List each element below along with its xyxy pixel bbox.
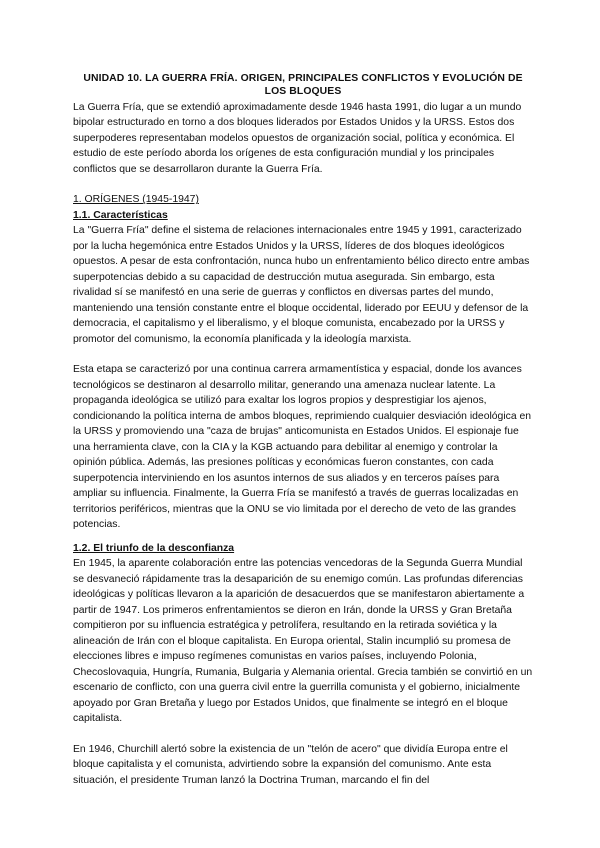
subsection-heading-desconfianza: 1.2. El triunfo de la desconfianza [73,542,235,554]
subsection-heading-caracteristicas: 1.1. Características [73,209,168,221]
spacer [73,727,533,742]
document-title: UNIDAD 10. LA GUERRA FRÍA. ORIGEN, PRINCIPALES CONFLICTOS Y EVOLUCIÓN DE LOS BLOQUES [83,73,523,98]
document-page [73,72,533,788]
spacer [73,533,533,541]
intro-paragraph: La Guerra Fría, que se extendió aproximadamente desde 1946 hasta 1991, dio lugar a un mundo bipolar estructurado en torno a dos bloques liderados por Estados Unidos y la URSS. Estos dos superpoderes representaban modelos opuestos de organización social, política y económica. El estudio de este período aborda los orígenes de esta configuración mundial y los principales conflictos que se desarrollaron durante la Guerra Fría. [73,101,522,175]
paragraph-desconfianza-1: En 1945, la aparente colaboración entre las potencias vencedoras de la Segunda Guerra Mundial se desvaneció rápidamente tras la desaparición de su enemigo común. Las profundas diferencias ideológicas y políticas llevaron a la aparición de desacuerdos que se manifestaron abiertamente a partir de 1947. Los primeros enfrentamientos se dieron en Irán, donde la URSS y Gran Bretaña compitieron por su influencia estratégica y petrolífera, resultando en la retirada soviética y la alineación de Irán con el bloque capitalista. En Europa oriental, Stalin incumplió su promesa de elecciones libres e impuso regímenes comunistas en varios países, incluyendo Polonia, Checoslovaquia, Hungría, Rumania, Bulgaria y Alemania oriental. Grecia también se convirtió en un escenario de conflicto, con una guerra civil entre la guerrilla comunista y el gobierno, inicialmente apoyado por Gran Bretaña y luego por Estados Unidos, que finalmente se integró en el bloque capitalista. [73,558,533,725]
spacer [73,177,533,192]
paragraph-caracteristicas-1: La "Guerra Fría" define el sistema de relaciones internacionales entre 1945 y 1991, caracterizado por la lucha hegemónica entre Estados Unidos y la URSS, líderes de dos bloques ideológicos opuestos. A pesar de esta confrontación, nunca hubo un enfrentamiento bélico directo entre ambas superpotencias debido a su capacidad de destrucción mutua asegurada. Sin embargo, esta rivalidad sí se manifestó en una serie de guerras y conflictos en diversas partes del mundo, manteniendo una tensión constante entre el bloque occidental, liderado por EEUU y defensor de la democracia, el capitalismo y el liberalismo, y el bloque comunista, encabezado por la URSS y promotor del comunismo, la economía planificada y la ideología marxista. [73,225,530,345]
paragraph-desconfianza-2: En 1946, Churchill alertó sobre la existencia de un "telón de acero" que dividía Europa entre el bloque capitalista y el comunista, advirtiendo sobre la expansión del comunismo. Ante esta situación, el presidente Truman lanzó la Doctrina Truman, marcando el fin del [73,743,508,786]
section-heading-origenes: 1. ORÍGENES (1945-1947) [73,194,199,206]
spacer [73,347,533,362]
paragraph-caracteristicas-2: Esta etapa se caracterizó por una continua carrera armamentística y espacial, donde los avances tecnológicos se destinaron al desarrollo militar, generando una amenaza nuclear latente. La propaganda ideológica se utilizó para exaltar los logros propios y desprestigiar los ajenos, condicionando la política interna de ambos bloques, reprimiendo cualquier desviación ideológica en la URSS y promoviendo una "caza de brujas" anticomunista en Estados Unidos. El espionaje fue una herramienta clave, con la CIA y la KGB actuando para debilitar al enemigo y controlar la opinión pública. Además, las presiones políticas y económicas fueron constantes, con cada superpotencia interviniendo en los asuntos internos de sus aliados y en terceros países para ampliar su influencia. Finalmente, la Guerra Fría se manifestó a través de guerras localizadas en territorios periféricos, mientras que la ONU se vio limitada por el derecho de veto de las grandes potencias. [73,364,532,531]
